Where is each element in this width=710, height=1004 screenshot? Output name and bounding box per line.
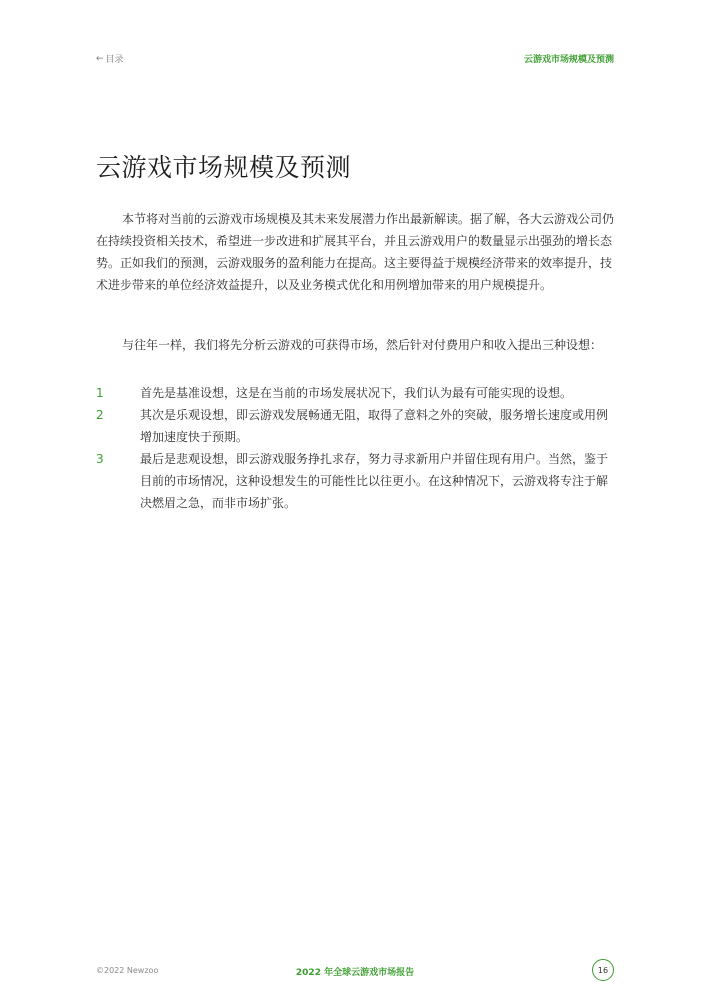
list-item-text: 首先是基准设想，这是在当前的市场发展状况下，我们认为最有可能实现的设想。 (140, 386, 573, 400)
footer-copyright: ©2022 Newzoo (96, 966, 159, 975)
back-arrow-icon: ← (96, 53, 104, 64)
list-item-number: 1 (96, 386, 104, 400)
list-item-number: 2 (96, 408, 104, 422)
footer-report-title: 2022 年全球云游戏市场报告 (295, 968, 415, 978)
list-item-text: 最后是悲观设想，即云游戏服务挣扎求存，努力寻求新用户并留住现有用户。当然，鉴于目前的市场情况，这种设想发生的可能性比以往更小。在这种情况下，云游戏将专注于解决燃眉之急，而非市场扩张。 (140, 452, 609, 510)
header-section-title: 云游戏市场规模及预测 (523, 55, 614, 65)
list-item (96, 448, 616, 514)
page-number-badge: 16 (592, 959, 614, 981)
intro-paragraph: 本节将对当前的云游戏市场规模及其未来发展潜力作出最新解读。据了解，各大云游戏公司仍在持续投资相关技术，希望进一步改进和扩展其平台，并且云游戏用户的数量显示出强劲的增长态势。正如我们的预测，云游戏服务的盈利能力在提高。这主要得益于规模经济带来的效率提升，技术进步带来的单位经济效益提升，以及业务模式优化和用例增加带来的用户规模提升。 (96, 212, 615, 292)
list-item (96, 382, 616, 404)
page-title: 云游戏市场规模及预测 (96, 153, 352, 182)
toc-label: 目录 (105, 55, 124, 65)
list-item-text: 其次是乐观设想，即云游戏发展畅通无阻，取得了意料之外的突破，服务增长速度或用例增加速度快于预期。 (140, 408, 609, 444)
scenario-list (96, 382, 616, 514)
toc-link[interactable] (96, 52, 124, 65)
list-item-number: 3 (96, 452, 104, 466)
scenarios-intro-paragraph: 与往年一样，我们将先分析云游戏的可获得市场，然后针对付费用户和收入提出三种设想： (122, 338, 603, 352)
list-item (96, 404, 616, 448)
